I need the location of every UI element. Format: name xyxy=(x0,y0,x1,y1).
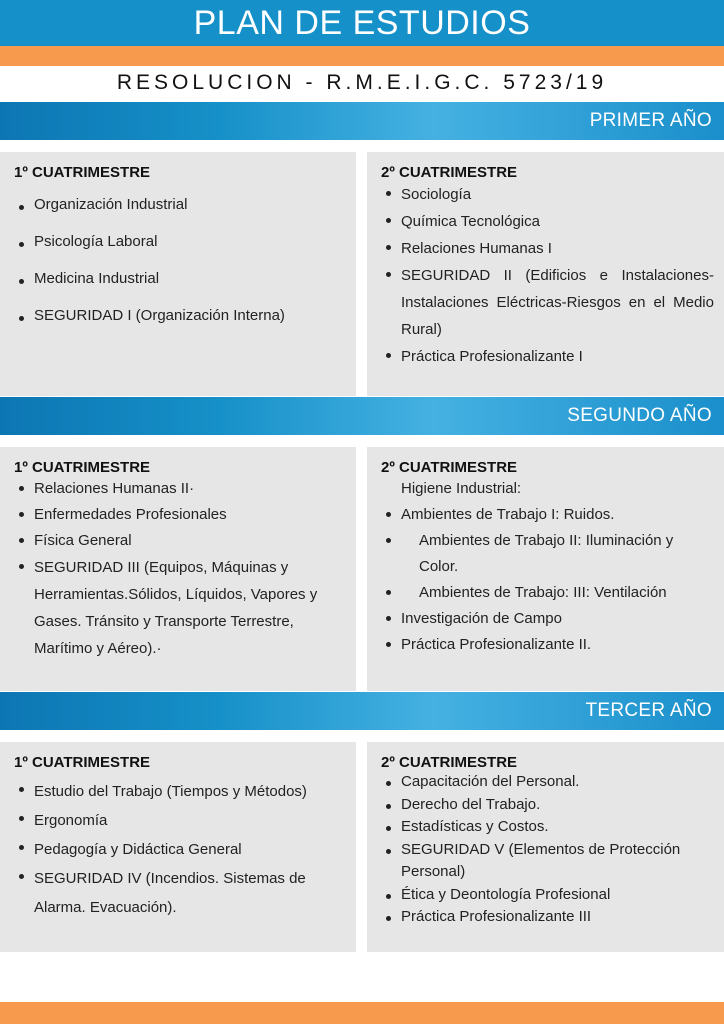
second-year-first-term xyxy=(0,447,356,691)
year-label: PRIMER AÑO xyxy=(589,110,712,131)
subject-item: Medicina Industrial xyxy=(14,269,346,289)
first-year-first-term xyxy=(0,152,356,396)
subject-item: SEGURIDAD I (Organización Interna) xyxy=(14,306,346,326)
subject-intro: Higiene Industrial: xyxy=(401,480,522,497)
second-year-second-term xyxy=(367,447,724,691)
subject-item: Ética y Deontología Profesional xyxy=(381,884,714,907)
term-heading: 2º CUATRIMESTRE xyxy=(381,164,518,181)
subject-list xyxy=(381,181,714,370)
subject-list xyxy=(381,476,714,658)
subject-text: Ambientes de Trabajo: III: Ventilación xyxy=(419,584,667,601)
subject-item: SEGURIDAD V (Elementos de Protección Personal) xyxy=(381,839,714,884)
subject-item: Organización Industrial xyxy=(14,195,346,215)
subject-item xyxy=(381,580,714,606)
top-orange-strip xyxy=(0,46,724,66)
third-year-second-term xyxy=(367,742,724,952)
page-title: PLAN DE ESTUDIOS xyxy=(193,3,531,42)
subject-item: Física General xyxy=(14,528,346,554)
subject-item: Química Tecnológica xyxy=(381,208,714,235)
term-heading: 1º CUATRIMESTRE xyxy=(14,164,151,181)
title-bar xyxy=(0,0,724,46)
subject-item: Relaciones Humanas II· xyxy=(14,476,346,502)
subject-item xyxy=(381,528,714,580)
subject-item: Práctica Profesionalizante II. xyxy=(381,632,714,658)
first-year-second-term xyxy=(367,152,724,396)
subject-list xyxy=(14,195,346,326)
year-bar-third xyxy=(0,692,724,730)
subject-item: Práctica Profesionalizante III xyxy=(381,906,714,929)
subject-text: Ambientes de Trabajo II: Iluminación y Color. xyxy=(419,532,674,575)
term-heading: 1º CUATRIMESTRE xyxy=(14,754,151,771)
subject-item: Práctica Profesionalizante I xyxy=(381,343,714,370)
subject-item: Ergonomía xyxy=(14,806,346,835)
term-heading: 2º CUATRIMESTRE xyxy=(381,754,518,771)
subject-item: Estadísticas y Costos. xyxy=(381,816,714,839)
subject-item: Derecho del Trabajo. xyxy=(381,794,714,817)
subject-item: Relaciones Humanas I xyxy=(381,235,714,262)
subject-list xyxy=(381,771,714,929)
subject-item: Pedagogía y Didáctica General xyxy=(14,835,346,864)
subject-item: Estudio del Trabajo (Tiempos y Métodos) xyxy=(14,777,346,806)
subject-item: Psicología Laboral xyxy=(14,232,346,252)
year-bar-second xyxy=(0,397,724,435)
subject-item: SEGURIDAD II (Edificios e Instalaciones-Instalaciones Eléctricas-Riesgos en el Medio Rural) xyxy=(381,262,714,343)
year-label: TERCER AÑO xyxy=(585,700,712,721)
resolution-subtitle: RESOLUCION - R.M.E.I.G.C. 5723/19 xyxy=(116,71,608,94)
subject-item: Sociología xyxy=(381,181,714,208)
term-heading: 2º CUATRIMESTRE xyxy=(381,459,518,476)
bottom-orange-strip xyxy=(0,1002,724,1024)
subject-item: SEGURIDAD III (Equipos, Máquinas y Herramientas.Sólidos, Líquidos, Vapores y Gases. Tránsito y Transporte Terrestre, Marítimo y Aéreo).· xyxy=(14,554,346,662)
subject-item: SEGURIDAD IV (Incendios. Sistemas de Alarma. Evacuación). xyxy=(14,864,346,922)
subject-item: Ambientes de Trabajo I: Ruidos. xyxy=(381,502,714,528)
third-year-first-term xyxy=(0,742,356,952)
subject-item: Capacitación del Personal. xyxy=(381,771,714,794)
subject-item: Investigación de Campo xyxy=(381,606,714,632)
year-label: SEGUNDO AÑO xyxy=(567,405,712,426)
subject-list xyxy=(14,476,346,662)
subject-list xyxy=(14,777,346,922)
subject-item: Enfermedades Profesionales xyxy=(14,502,346,528)
term-heading: 1º CUATRIMESTRE xyxy=(14,459,151,476)
year-bar-first xyxy=(0,102,724,140)
